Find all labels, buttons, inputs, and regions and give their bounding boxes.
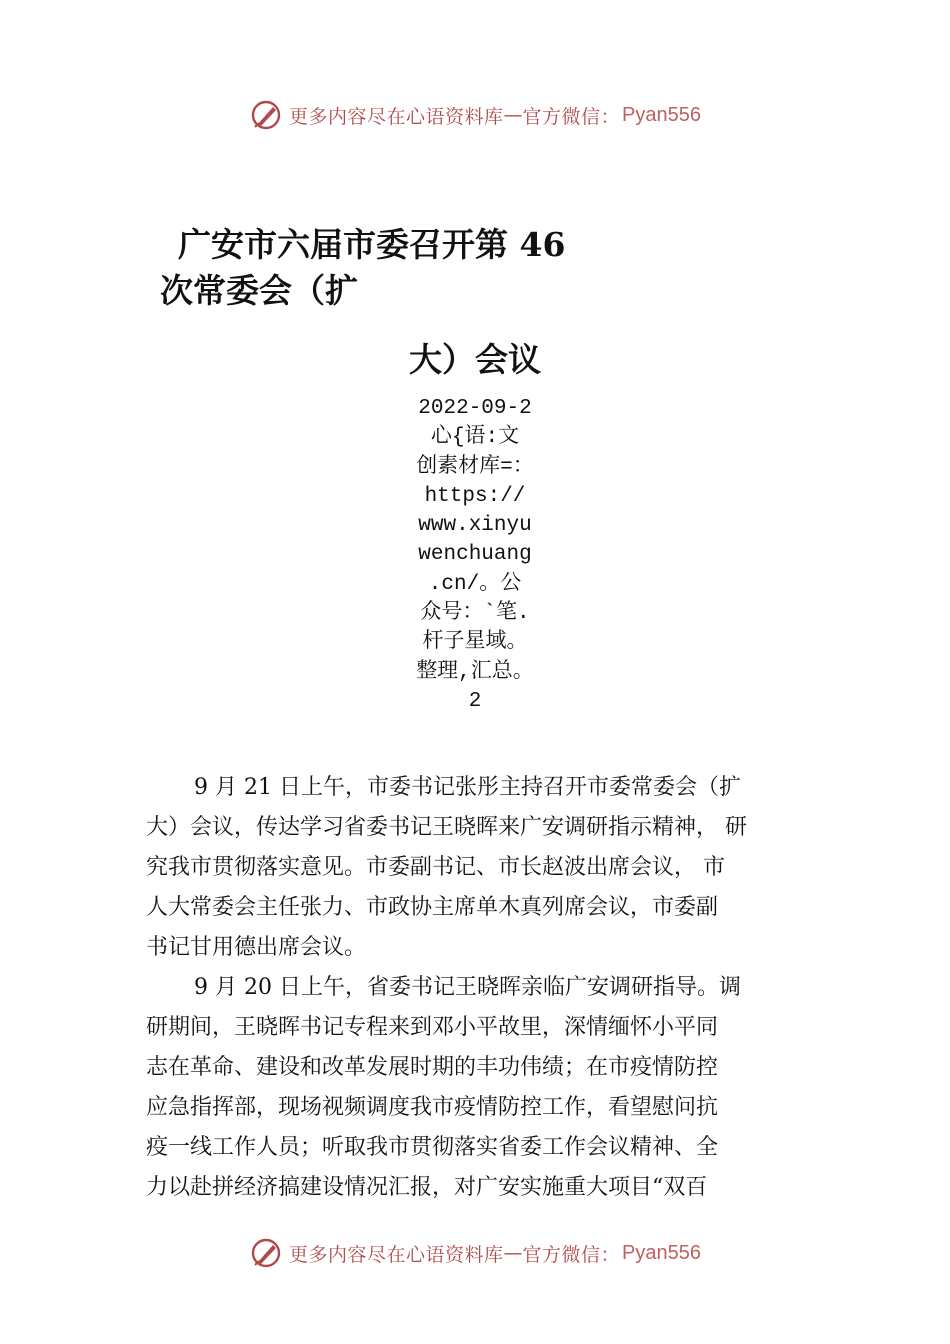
meta-line: 创素材库=： xyxy=(416,455,534,479)
body-line: 人大常委会主任张力、市政协主席单木真列席会议，市委副 xyxy=(146,895,719,920)
banner-separator: — xyxy=(503,104,523,126)
banner-text: 更多内容尽在心语资料库 xyxy=(289,1243,504,1266)
banner-wechat-label: 官方微信： xyxy=(522,1243,621,1266)
quill-pen-logo-icon xyxy=(249,1236,283,1270)
body-line: 研期间，王晓晖书记专程来到邓小平故里，深情缅怀小平同 xyxy=(146,1015,719,1040)
banner-separator: — xyxy=(503,1242,523,1264)
body-line: 9 月 21 日上午，市委书记张彤主持召开市委常委会（扩 xyxy=(194,775,741,800)
footer-banner xyxy=(0,1233,950,1273)
body-line: 疫一线工作人员；听取我市贯彻落实省委工作会议精神、全 xyxy=(146,1135,719,1160)
document-title xyxy=(160,222,600,314)
body-line: 究我市贯彻落实意见。市委副书记、市长赵波出席会议， 市 xyxy=(146,855,725,880)
title-line-1: 广安市六届市委召开第 46 xyxy=(178,225,566,264)
meta-line: 整理,汇总。 xyxy=(416,660,534,684)
meta-line: https:// xyxy=(424,484,526,508)
banner-wechat-id: Pyan556 xyxy=(622,1241,701,1264)
body-line: 9 月 20 日上午，省委书记王晓晖亲临广安调研指导。调 xyxy=(194,975,741,1000)
document-body xyxy=(146,768,826,1208)
banner-wechat-id: Pyan556 xyxy=(622,103,701,126)
meta-line: 众号：`笔. xyxy=(420,602,530,626)
title-line-3: 大）会议 xyxy=(409,340,541,379)
meta-line: 2022-09-2 xyxy=(418,397,532,420)
meta-line: 2 xyxy=(468,689,482,713)
body-line: 志在革命、建设和改革发展时期的丰功伟绩；在市疫情防控 xyxy=(146,1055,719,1080)
body-line: 大）会议，传达学习省委书记王晓晖来广安调研指示精神， 研 xyxy=(146,815,747,840)
meta-block xyxy=(410,394,540,716)
meta-line: wenchuang xyxy=(418,543,532,567)
meta-line: 心{语:文 xyxy=(430,426,520,450)
title-line-2: 次常委会（扩 xyxy=(160,271,358,310)
body-line: 力以赴拼经济搞建设情况汇报，对广安实施重大项目“双百 xyxy=(146,1175,708,1200)
body-line: 应急指挥部，现场视频调度我市疫情防控工作，看望慰问抗 xyxy=(146,1095,719,1120)
header-banner xyxy=(0,95,950,135)
banner-wechat-label: 官方微信： xyxy=(522,105,621,128)
meta-line: 杆子星域。 xyxy=(422,631,528,655)
body-line: 书记甘用德出席会议。 xyxy=(146,935,367,960)
meta-line: www.xinyu xyxy=(418,514,532,538)
quill-pen-logo-icon xyxy=(249,98,283,132)
banner-text: 更多内容尽在心语资料库 xyxy=(289,105,504,128)
meta-line: .cn/。公 xyxy=(428,572,522,596)
